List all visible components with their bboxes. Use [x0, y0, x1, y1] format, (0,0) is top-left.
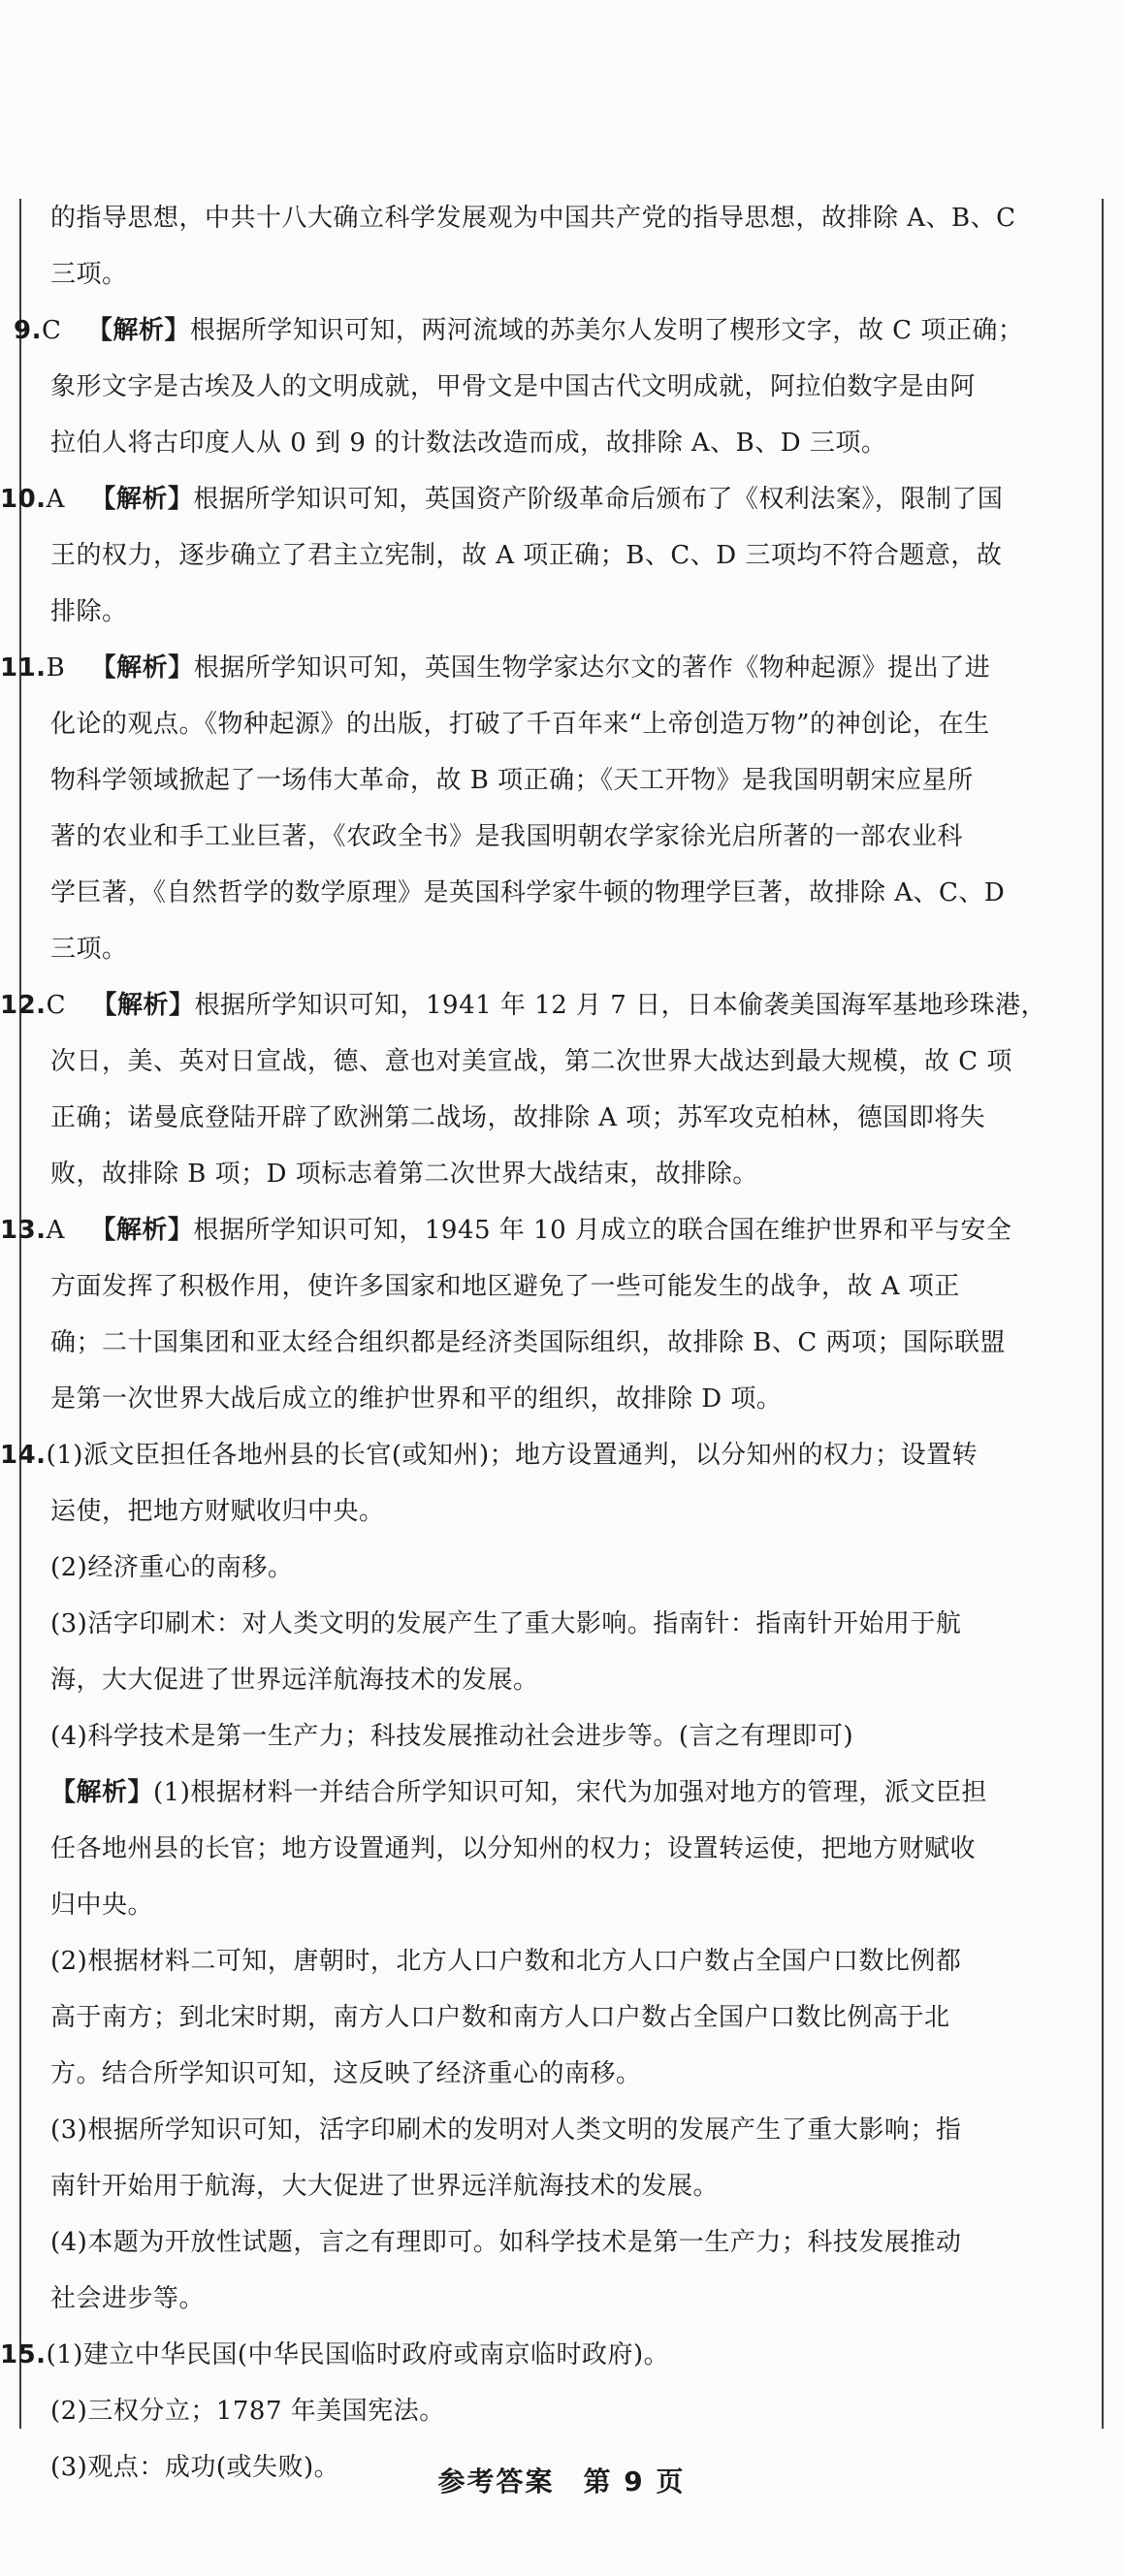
- answer-choice: A: [46, 1216, 65, 1245]
- answer-item-11: [0, 640, 1083, 696]
- text-line: 确；二十国集团和亚太经合组织都是经济类国际组织，故排除 B、C 两项；国际联盟: [50, 1328, 1007, 1357]
- question-number: 15.: [0, 2340, 47, 2369]
- question-number: 12.: [0, 991, 47, 1020]
- answer-choice: C: [41, 316, 62, 345]
- text-line: 海，大大促进了世界远洋航海技术的发展。: [50, 1666, 539, 1695]
- text-line: 排除。: [50, 597, 128, 626]
- question-number: 9.: [14, 316, 42, 345]
- text-line: 次日，美、英对日宣战，德、意也对美宣战，第二次世界大战达到最大规模，故 C 项: [50, 1047, 1012, 1076]
- text-line: (4)科学技术是第一生产力；科技发展推动社会进步等。(言之有理即可): [50, 1722, 854, 1751]
- text-line: (3)根据所学知识可知，活字印刷术的发明对人类文明的发展产生了重大影响；指: [50, 2115, 962, 2145]
- text-line: 方。结合所学知识可知，这反映了经济重心的南移。: [50, 2059, 642, 2088]
- text-line: 是第一次世界大战后成立的维护世界和平的组织，故排除 D 项。: [50, 1384, 783, 1414]
- text-line: 运使，把地方财赋收归中央。: [50, 1497, 385, 1526]
- question-number: 11.: [0, 653, 47, 683]
- page-number: 第 9 页: [583, 2465, 686, 2497]
- page-footer: [0, 2461, 1123, 2499]
- text-line: 三项。: [50, 260, 128, 289]
- question-number: 10.: [0, 485, 47, 514]
- analysis-tag: 【解析】: [50, 1778, 154, 1807]
- answer-item-15: [0, 2327, 1083, 2383]
- text-line: 物科学领域掀起了一场伟大革命，故 B 项正确；《天工开物》是我国明朝宋应星所: [50, 766, 974, 795]
- text-line: 归中央。: [50, 1891, 154, 1920]
- analysis-tag: 【解析】: [91, 991, 195, 1020]
- answer-item-10: [0, 471, 1083, 527]
- text-line: 的指导思想，中共十八大确立科学发展观为中国共产党的指导思想，故排除 A、B、C: [50, 204, 1016, 233]
- analysis-tag: 【解析】: [90, 653, 194, 683]
- right-margin-rule: [1102, 199, 1104, 2429]
- text-line: (3)观点：成功(或失败)。: [50, 2453, 340, 2482]
- text-line: 象形文字是古埃及人的文明成就，甲骨文是中国古代文明成就，阿拉伯数字是由阿: [50, 372, 977, 401]
- text-line: 著的农业和手工业巨著，《农政全书》是我国明朝农学家徐光启所著的一部农业科: [50, 822, 964, 851]
- text-line: (1)建立中华民国(中华民国临时政府或南京临时政府)。: [46, 2340, 670, 2369]
- text-line: 根据所学知识可知，两河流域的苏美尔人发明了楔形文字，故 C 项正确；: [189, 316, 1024, 345]
- text-line: 败，故排除 B 项；D 项标志着第二次世界大战结束，故排除。: [50, 1160, 758, 1189]
- answer-item-12: [0, 977, 1083, 1034]
- analysis-tag: 【解析】: [90, 485, 194, 514]
- text-line: 根据所学知识可知，英国生物学家达尔文的著作《物种起源》提出了进: [193, 653, 991, 683]
- text-line: (3)活字印刷术：对人类文明的发展产生了重大影响。指南针：指南针开始用于航: [50, 1609, 962, 1638]
- text-line: 高于南方；到北宋时期，南方人口户数和南方人口户数占全国户口数比例高于北: [50, 2003, 950, 2032]
- analysis-tag: 【解析】: [86, 316, 190, 345]
- text-line: 三项。: [50, 935, 128, 964]
- text-line: 化论的观点。《物种起源》的出版，打破了千百年来“上帝创造万物”的神创论，在生: [50, 710, 990, 739]
- text-line: 社会进步等。: [50, 2284, 206, 2313]
- answer-item-9: [14, 302, 1083, 359]
- text-line: 方面发挥了积极作用，使许多国家和地区避免了一些可能发生的战争，故 A 项正: [50, 1272, 960, 1301]
- answer-content: [0, 190, 1083, 2496]
- answer-item-13: [0, 1202, 1083, 1258]
- text-line: 拉伯人将古印度人从 0 到 9 的计数法改造而成，故排除 A、B、D 三项。: [50, 429, 887, 458]
- text-line: (4)本题为开放性试题，言之有理即可。如科学技术是第一生产力；科技发展推动: [50, 2228, 962, 2257]
- text-line: 任各地州县的长官；地方设置通判，以分知州的权力；设置转运使，把地方财赋收: [50, 1834, 977, 1863]
- answer-choice: C: [46, 991, 66, 1020]
- text-line: 根据所学知识可知，1941 年 12 月 7 日，日本偷袭美国海军基地珍珠港，: [194, 991, 1047, 1020]
- question-number: 14.: [0, 1441, 47, 1470]
- analysis-tag: 【解析】: [90, 1216, 194, 1245]
- text-line: (2)经济重心的南移。: [50, 1553, 294, 1582]
- footer-label: 参考答案: [437, 2465, 555, 2497]
- text-line: (1)根据材料一并结合所学知识可知，宋代为加强对地方的管理，派文臣担: [153, 1778, 987, 1807]
- question-number: 13.: [0, 1216, 47, 1245]
- text-line: (2)根据材料二可知，唐朝时，北方人口户数和北方人口户数占全国户口数比例都: [50, 1947, 962, 1976]
- answer-choice: B: [46, 653, 66, 683]
- text-line: 根据所学知识可知，英国资产阶级革命后颁布了《权利法案》，限制了国: [193, 485, 1004, 514]
- text-line: 南针开始用于航海，大大促进了世界远洋航海技术的发展。: [50, 2172, 720, 2201]
- text-line: 正确；诺曼底登陆开辟了欧洲第二战场，故排除 A 项；苏军攻克柏林，德国即将失: [50, 1103, 986, 1132]
- analysis-line: [0, 1765, 1083, 1821]
- text-line: 学巨著，《自然哲学的数学原理》是英国科学家牛顿的物理学巨著，故排除 A、C、D: [50, 878, 1006, 907]
- text-line: (2)三权分立；1787 年美国宪法。: [50, 2397, 445, 2426]
- answer-choice: A: [46, 485, 65, 514]
- answer-item-14: [0, 1427, 1083, 1483]
- text-line: (1)派文臣担任各地州县的长官(或知州)；地方设置通判，以分知州的权力；设置转: [46, 1441, 979, 1470]
- text-line: 根据所学知识可知，1945 年 10 月成立的联合国在维护世界和平与安全: [193, 1216, 1012, 1245]
- text-line: 王的权力，逐步确立了君主立宪制，故 A 项正确；B、C、D 三项均不符合题意，故: [50, 541, 1003, 570]
